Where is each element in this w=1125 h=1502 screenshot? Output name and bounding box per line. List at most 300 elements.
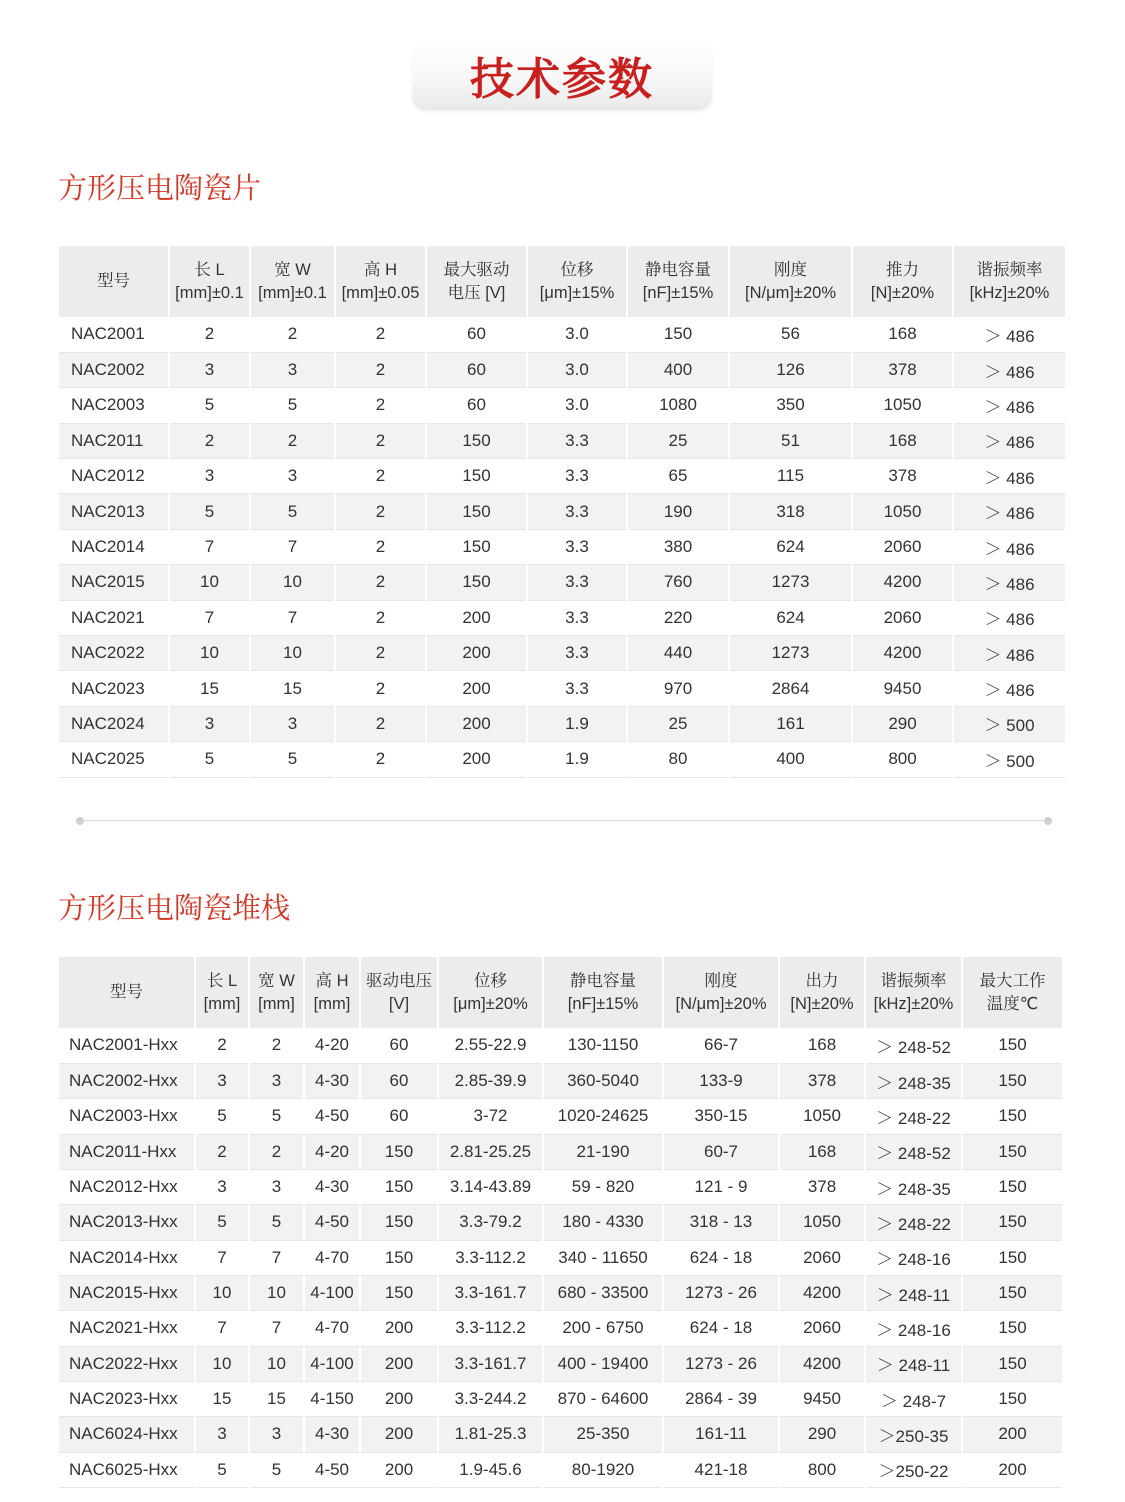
table-cell: 130-1150 bbox=[543, 1028, 663, 1063]
column-header bbox=[779, 957, 865, 1028]
column-header-line: [mm]±0.1 bbox=[258, 283, 327, 302]
model-cell: NAC2012 bbox=[59, 459, 169, 494]
table-row bbox=[59, 1417, 1062, 1452]
column-header bbox=[852, 246, 953, 317]
table-cell: 200 bbox=[426, 600, 527, 635]
column-header-line: [N]±20% bbox=[870, 283, 935, 302]
column-header-line: [N/μm]±20% bbox=[675, 994, 767, 1013]
table-cell: 340 - 11650 bbox=[543, 1240, 663, 1275]
table-cell: 7 bbox=[250, 529, 335, 564]
table-cell: ＞ 248-22 bbox=[865, 1205, 962, 1240]
table-row bbox=[59, 459, 1065, 494]
table-cell: 760 bbox=[627, 565, 729, 600]
table-cell: 200 bbox=[360, 1417, 438, 1452]
table-cell: 9450 bbox=[852, 671, 953, 706]
column-header-line: 位移 bbox=[474, 971, 507, 990]
model-cell: NAC2022 bbox=[59, 636, 169, 671]
table-cell: 2 bbox=[335, 565, 426, 600]
table-cell: 60 bbox=[426, 317, 527, 352]
table-row bbox=[59, 529, 1065, 564]
table-cell: 3.3 bbox=[527, 459, 627, 494]
table-cell: 870 - 64600 bbox=[543, 1381, 663, 1416]
table-cell: 2.55-22.9 bbox=[438, 1028, 543, 1063]
table-cell: 168 bbox=[852, 317, 953, 352]
table-cell: 200 bbox=[962, 1452, 1062, 1487]
table-cell: 60-7 bbox=[663, 1134, 779, 1169]
table-cell: 4200 bbox=[852, 565, 953, 600]
table-cell: 3.3 bbox=[527, 529, 627, 564]
column-header-line: [mm] bbox=[203, 994, 241, 1013]
model-cell: NAC2011-Hxx bbox=[59, 1134, 195, 1169]
column-header-line: [mm]±0.05 bbox=[341, 283, 420, 302]
table-cell: 200 bbox=[962, 1417, 1062, 1452]
table-cell: 2 bbox=[335, 494, 426, 529]
column-header bbox=[438, 957, 543, 1028]
table-cell: 10 bbox=[249, 1346, 304, 1381]
table-row bbox=[59, 600, 1065, 635]
column-header-line: 宽 W bbox=[274, 260, 311, 279]
table-cell: 3 bbox=[250, 352, 335, 387]
table-cell: 2.85-39.9 bbox=[438, 1063, 543, 1098]
table-row bbox=[59, 742, 1065, 777]
table-cell: 5 bbox=[250, 388, 335, 423]
column-header-line: 电压 [V] bbox=[447, 283, 506, 302]
column-header bbox=[953, 246, 1065, 317]
table-cell: 1080 bbox=[627, 388, 729, 423]
table-cell: 2 bbox=[195, 1134, 249, 1169]
column-header-line: 宽 W bbox=[258, 971, 295, 990]
table-cell: 400 bbox=[627, 352, 729, 387]
table-cell: 150 bbox=[426, 459, 527, 494]
table-cell: 200 bbox=[426, 742, 527, 777]
table-row bbox=[59, 352, 1065, 387]
table-cell: 378 bbox=[852, 352, 953, 387]
section-title-stacks: 方形压电陶瓷堆栈 bbox=[58, 891, 291, 925]
table-cell: 4-150 bbox=[304, 1381, 360, 1416]
page-title: 技术参数 bbox=[470, 54, 654, 105]
model-cell: NAC2024 bbox=[59, 706, 169, 741]
model-cell: NAC2014-Hxx bbox=[59, 1240, 195, 1275]
model-cell: NAC2023 bbox=[59, 671, 169, 706]
column-header-line: [μm]±20% bbox=[453, 994, 528, 1013]
table-cell: ＞ 248-16 bbox=[865, 1311, 962, 1346]
table-cell: 3 bbox=[169, 459, 250, 494]
table-cell: 624 bbox=[729, 600, 852, 635]
table-cell: 1050 bbox=[852, 388, 953, 423]
table-cell: 318 bbox=[729, 494, 852, 529]
table-cell: 150 bbox=[360, 1169, 438, 1204]
table-cell: 168 bbox=[779, 1028, 865, 1063]
table-cell: 7 bbox=[249, 1240, 304, 1275]
table-cell: 2 bbox=[335, 388, 426, 423]
table-cell: 3.3-244.2 bbox=[438, 1381, 543, 1416]
table-cell: 51 bbox=[729, 423, 852, 458]
table-cell: 2 bbox=[335, 459, 426, 494]
column-header bbox=[360, 957, 438, 1028]
model-cell: NAC2002 bbox=[59, 352, 169, 387]
model-cell: NAC2025 bbox=[59, 742, 169, 777]
table-cell: 2 bbox=[335, 529, 426, 564]
table-cell: 2060 bbox=[779, 1311, 865, 1346]
table-cell: 150 bbox=[962, 1063, 1062, 1098]
column-header bbox=[729, 246, 852, 317]
column-header-line: [kHz]±20% bbox=[969, 283, 1050, 302]
table-cell: 970 bbox=[627, 671, 729, 706]
table-cell: ＞ 248-35 bbox=[865, 1169, 962, 1204]
table-cell: 2 bbox=[335, 636, 426, 671]
column-header-line: 位移 bbox=[560, 260, 594, 279]
table-cell: 5 bbox=[169, 494, 250, 529]
table-cell: ＞ 248-16 bbox=[865, 1240, 962, 1275]
column-header bbox=[59, 246, 169, 317]
table-cell: 290 bbox=[779, 1417, 865, 1452]
column-header-line: [nF]±15% bbox=[567, 994, 639, 1013]
table-row bbox=[59, 1346, 1062, 1381]
table-cell: ＞ 248-52 bbox=[865, 1134, 962, 1169]
table-cell: 3 bbox=[195, 1063, 249, 1098]
table-row bbox=[59, 423, 1065, 458]
table-cell: 2 bbox=[249, 1028, 304, 1063]
table-cell: 4200 bbox=[779, 1346, 865, 1381]
table-cell: ＞ 248-35 bbox=[865, 1063, 962, 1098]
table-cell: 1273 - 26 bbox=[663, 1346, 779, 1381]
table-cell: 161-11 bbox=[663, 1417, 779, 1452]
table-cell: 15 bbox=[169, 671, 250, 706]
table-cell: 150 bbox=[962, 1134, 1062, 1169]
table-cell: 4-20 bbox=[304, 1134, 360, 1169]
column-header-line: 最大驱动 bbox=[443, 260, 510, 279]
table-cell: 150 bbox=[962, 1028, 1062, 1063]
table-cell: 440 bbox=[627, 636, 729, 671]
table-cell: 624 - 18 bbox=[663, 1311, 779, 1346]
table-cell: ＞ 486 bbox=[953, 388, 1065, 423]
table-cell: 10 bbox=[249, 1275, 304, 1310]
table-cell: 115 bbox=[729, 459, 852, 494]
table-row bbox=[59, 1240, 1062, 1275]
table-cell: 378 bbox=[779, 1169, 865, 1204]
table-cell: ＞ 486 bbox=[953, 636, 1065, 671]
table-cell: 2.81-25.25 bbox=[438, 1134, 543, 1169]
column-header bbox=[304, 957, 360, 1028]
table-cell: 2 bbox=[335, 317, 426, 352]
table-row bbox=[59, 317, 1065, 352]
table-cell: 10 bbox=[195, 1275, 249, 1310]
table-cell: ＞ 248-52 bbox=[865, 1028, 962, 1063]
table-cell: 2 bbox=[169, 423, 250, 458]
table-cell: 56 bbox=[729, 317, 852, 352]
table-cell: 60 bbox=[426, 352, 527, 387]
table-cell: 2 bbox=[195, 1028, 249, 1063]
column-header bbox=[59, 957, 195, 1028]
table-cell: 3 bbox=[249, 1063, 304, 1098]
table-cell: ＞ 500 bbox=[953, 706, 1065, 741]
table-cell: 200 bbox=[426, 671, 527, 706]
table-cell: ＞250-22 bbox=[865, 1452, 962, 1487]
table-cell: 3.3-161.7 bbox=[438, 1275, 543, 1310]
table-cell: 4-70 bbox=[304, 1240, 360, 1275]
table-cell: 3 bbox=[195, 1417, 249, 1452]
column-header bbox=[527, 246, 627, 317]
model-cell: NAC2001-Hxx bbox=[59, 1028, 195, 1063]
column-header-line: 驱动电压 bbox=[366, 971, 432, 990]
table-cell: 378 bbox=[852, 459, 953, 494]
table-cell: 2 bbox=[250, 423, 335, 458]
table-cell: 200 bbox=[360, 1346, 438, 1381]
table-row bbox=[59, 388, 1065, 423]
table-row bbox=[59, 1099, 1062, 1134]
table-cell: 10 bbox=[195, 1346, 249, 1381]
table-cell: 378 bbox=[779, 1063, 865, 1098]
table-cell: 3.3-161.7 bbox=[438, 1346, 543, 1381]
table-cell: ＞ 248-11 bbox=[865, 1275, 962, 1310]
table-cell: 10 bbox=[250, 636, 335, 671]
table-cell: 190 bbox=[627, 494, 729, 529]
table-cell: 200 - 6750 bbox=[543, 1311, 663, 1346]
column-header-line: [N]±20% bbox=[790, 994, 854, 1013]
table-cell: 4200 bbox=[852, 636, 953, 671]
table-cell: 4-30 bbox=[304, 1417, 360, 1452]
column-header-line: 刚度 bbox=[704, 971, 738, 990]
table-cell: 5 bbox=[249, 1099, 304, 1134]
table-cell: 150 bbox=[426, 423, 527, 458]
column-header-line: 谐振频率 bbox=[976, 260, 1043, 279]
table-cell: 200 bbox=[360, 1381, 438, 1416]
table-cell: 421-18 bbox=[663, 1452, 779, 1487]
table-cell: ＞ 486 bbox=[953, 671, 1065, 706]
table-cell: ＞ 248-7 bbox=[865, 1381, 962, 1416]
table-cell: 1050 bbox=[779, 1099, 865, 1134]
table-cell: 2864 - 39 bbox=[663, 1381, 779, 1416]
table-cell: 3.3 bbox=[527, 494, 627, 529]
column-header-line: [V] bbox=[388, 994, 410, 1013]
table-cell: 5 bbox=[250, 742, 335, 777]
table-cell: 4-50 bbox=[304, 1452, 360, 1487]
table-cell: 1.9 bbox=[527, 742, 627, 777]
table-cell: 3.3 bbox=[527, 636, 627, 671]
table-cell: 200 bbox=[426, 706, 527, 741]
table-cell: 400 bbox=[729, 742, 852, 777]
table-cell: 5 bbox=[169, 388, 250, 423]
table-cell: 200 bbox=[360, 1311, 438, 1346]
table-cell: 1020-24625 bbox=[543, 1099, 663, 1134]
table-cell: 2060 bbox=[779, 1240, 865, 1275]
table-row bbox=[59, 636, 1065, 671]
column-header-line: 型号 bbox=[110, 983, 143, 1001]
table-cell: 150 bbox=[962, 1275, 1062, 1310]
plates-spec-table bbox=[59, 246, 1065, 778]
column-header-line: [mm]±0.1 bbox=[175, 283, 244, 302]
table-cell: 7 bbox=[195, 1311, 249, 1346]
model-cell: NAC2012-Hxx bbox=[59, 1169, 195, 1204]
column-header bbox=[543, 957, 663, 1028]
table-cell: 66-7 bbox=[663, 1028, 779, 1063]
model-cell: NAC2013-Hxx bbox=[59, 1205, 195, 1240]
table-cell: 4200 bbox=[779, 1275, 865, 1310]
table-cell: 3.3 bbox=[527, 600, 627, 635]
table-cell: 2 bbox=[335, 423, 426, 458]
model-cell: NAC2022-Hxx bbox=[59, 1346, 195, 1381]
table-cell: 150 bbox=[360, 1275, 438, 1310]
table-cell: 3.3 bbox=[527, 423, 627, 458]
table-cell: 200 bbox=[426, 636, 527, 671]
table-cell: 5 bbox=[195, 1452, 249, 1487]
table-cell: 800 bbox=[852, 742, 953, 777]
table-cell: 7 bbox=[195, 1240, 249, 1275]
model-cell: NAC2021 bbox=[59, 600, 169, 635]
table-row bbox=[59, 1028, 1062, 1063]
table-row bbox=[59, 1169, 1062, 1204]
table-cell: 150 bbox=[962, 1240, 1062, 1275]
table-cell: 380 bbox=[627, 529, 729, 564]
table-cell: ＞250-35 bbox=[865, 1417, 962, 1452]
model-cell: NAC2011 bbox=[59, 423, 169, 458]
column-header-line: [mm] bbox=[313, 994, 351, 1013]
table-cell: 800 bbox=[779, 1452, 865, 1487]
column-header-line: 长 L bbox=[194, 260, 225, 279]
table-cell: ＞ 486 bbox=[953, 459, 1065, 494]
table-cell: 4-100 bbox=[304, 1346, 360, 1381]
table-cell: 290 bbox=[852, 706, 953, 741]
table-cell: 3 bbox=[250, 706, 335, 741]
table-cell: 60 bbox=[426, 388, 527, 423]
table-cell: 3.3 bbox=[527, 565, 627, 600]
table-cell: 7 bbox=[169, 529, 250, 564]
table-cell: 5 bbox=[195, 1205, 249, 1240]
model-cell: NAC2003 bbox=[59, 388, 169, 423]
table-cell: ＞ 486 bbox=[953, 317, 1065, 352]
model-cell: NAC6024-Hxx bbox=[59, 1417, 195, 1452]
table-cell: 3-72 bbox=[438, 1099, 543, 1134]
table-cell: 4-50 bbox=[304, 1205, 360, 1240]
table-cell: 3.3-112.2 bbox=[438, 1311, 543, 1346]
table-header-row bbox=[59, 957, 1062, 1028]
column-header bbox=[426, 246, 527, 317]
table-cell: 1.9 bbox=[527, 706, 627, 741]
table-row bbox=[59, 1381, 1062, 1416]
table-cell: 150 bbox=[360, 1205, 438, 1240]
table-cell: ＞ 486 bbox=[953, 423, 1065, 458]
table-cell: 133-9 bbox=[663, 1063, 779, 1098]
table-cell: 150 bbox=[426, 494, 527, 529]
table-row bbox=[59, 1205, 1062, 1240]
column-header bbox=[663, 957, 779, 1028]
page-title-box bbox=[412, 40, 712, 110]
divider-dot-left bbox=[76, 817, 84, 825]
table-cell: 25-350 bbox=[543, 1417, 663, 1452]
table-cell: ＞ 486 bbox=[953, 529, 1065, 564]
column-header-line: [nF]±15% bbox=[642, 283, 714, 302]
table-cell: 3.3-112.2 bbox=[438, 1240, 543, 1275]
table-cell: 60 bbox=[360, 1028, 438, 1063]
column-header-line: 静电容量 bbox=[645, 260, 711, 279]
table-row bbox=[59, 494, 1065, 529]
table-cell: 3.3-79.2 bbox=[438, 1205, 543, 1240]
table-cell: 126 bbox=[729, 352, 852, 387]
model-cell: NAC2015-Hxx bbox=[59, 1275, 195, 1310]
table-cell: 150 bbox=[426, 529, 527, 564]
table-row bbox=[59, 1275, 1062, 1310]
table-cell: 150 bbox=[426, 565, 527, 600]
table-cell: 2864 bbox=[729, 671, 852, 706]
table-cell: 4-100 bbox=[304, 1275, 360, 1310]
table-cell: 200 bbox=[360, 1452, 438, 1487]
table-cell: 4-30 bbox=[304, 1063, 360, 1098]
table-row bbox=[59, 706, 1065, 741]
table-cell: 2 bbox=[249, 1134, 304, 1169]
table-cell: 2 bbox=[169, 317, 250, 352]
column-header-line: 最大工作 bbox=[979, 971, 1046, 990]
stacks-spec-table bbox=[59, 957, 1062, 1488]
table-cell: 150 bbox=[962, 1169, 1062, 1204]
table-cell: 680 - 33500 bbox=[543, 1275, 663, 1310]
table-cell: 400 - 19400 bbox=[543, 1346, 663, 1381]
table-cell: 2 bbox=[335, 742, 426, 777]
table-row bbox=[59, 1311, 1062, 1346]
table-cell: 2 bbox=[335, 706, 426, 741]
table-cell: 3.14-43.89 bbox=[438, 1169, 543, 1204]
column-header bbox=[962, 957, 1062, 1028]
divider-dot-right bbox=[1044, 817, 1052, 825]
table-cell: 2060 bbox=[852, 600, 953, 635]
section-title-plates: 方形压电陶瓷片 bbox=[58, 171, 262, 205]
table-cell: 220 bbox=[627, 600, 729, 635]
table-cell: 80 bbox=[627, 742, 729, 777]
table-cell: 2 bbox=[250, 317, 335, 352]
table-cell: 624 - 18 bbox=[663, 1240, 779, 1275]
table-cell: 10 bbox=[169, 565, 250, 600]
table-cell: 7 bbox=[250, 600, 335, 635]
table-cell: 5 bbox=[169, 742, 250, 777]
table-cell: 4-50 bbox=[304, 1099, 360, 1134]
table-cell: 3.3 bbox=[527, 671, 627, 706]
model-cell: NAC6025-Hxx bbox=[59, 1452, 195, 1487]
table-cell: 1.81-25.3 bbox=[438, 1417, 543, 1452]
column-header bbox=[169, 246, 250, 317]
table-cell: ＞ 248-22 bbox=[865, 1099, 962, 1134]
table-cell: ＞ 248-11 bbox=[865, 1346, 962, 1381]
table-cell: 3.0 bbox=[527, 388, 627, 423]
table-cell: 360-5040 bbox=[543, 1063, 663, 1098]
table-cell: 5 bbox=[249, 1452, 304, 1487]
table-cell: 3 bbox=[169, 706, 250, 741]
column-header bbox=[249, 957, 304, 1028]
table-cell: 10 bbox=[169, 636, 250, 671]
table-row bbox=[59, 565, 1065, 600]
column-header bbox=[865, 957, 962, 1028]
table-cell: 150 bbox=[627, 317, 729, 352]
column-header-line: 刚度 bbox=[774, 260, 807, 279]
table-cell: 350-15 bbox=[663, 1099, 779, 1134]
column-header-line: 温度℃ bbox=[986, 994, 1039, 1013]
table-cell: 121 - 9 bbox=[663, 1169, 779, 1204]
table-cell: 624 bbox=[729, 529, 852, 564]
table-cell: 150 bbox=[962, 1205, 1062, 1240]
table-cell: 60 bbox=[360, 1063, 438, 1098]
table-cell: 15 bbox=[250, 671, 335, 706]
model-cell: NAC2003-Hxx bbox=[59, 1099, 195, 1134]
table-cell: 3.0 bbox=[527, 352, 627, 387]
table-cell: 150 bbox=[962, 1346, 1062, 1381]
table-cell: 3 bbox=[249, 1169, 304, 1204]
table-cell: 15 bbox=[249, 1381, 304, 1416]
column-header-line: 高 H bbox=[364, 260, 397, 279]
column-header-line: 出力 bbox=[805, 971, 839, 990]
table-cell: ＞ 486 bbox=[953, 494, 1065, 529]
model-cell: NAC2013 bbox=[59, 494, 169, 529]
column-header bbox=[250, 246, 335, 317]
column-header-line: 谐振频率 bbox=[880, 971, 947, 990]
model-cell: NAC2001 bbox=[59, 317, 169, 352]
